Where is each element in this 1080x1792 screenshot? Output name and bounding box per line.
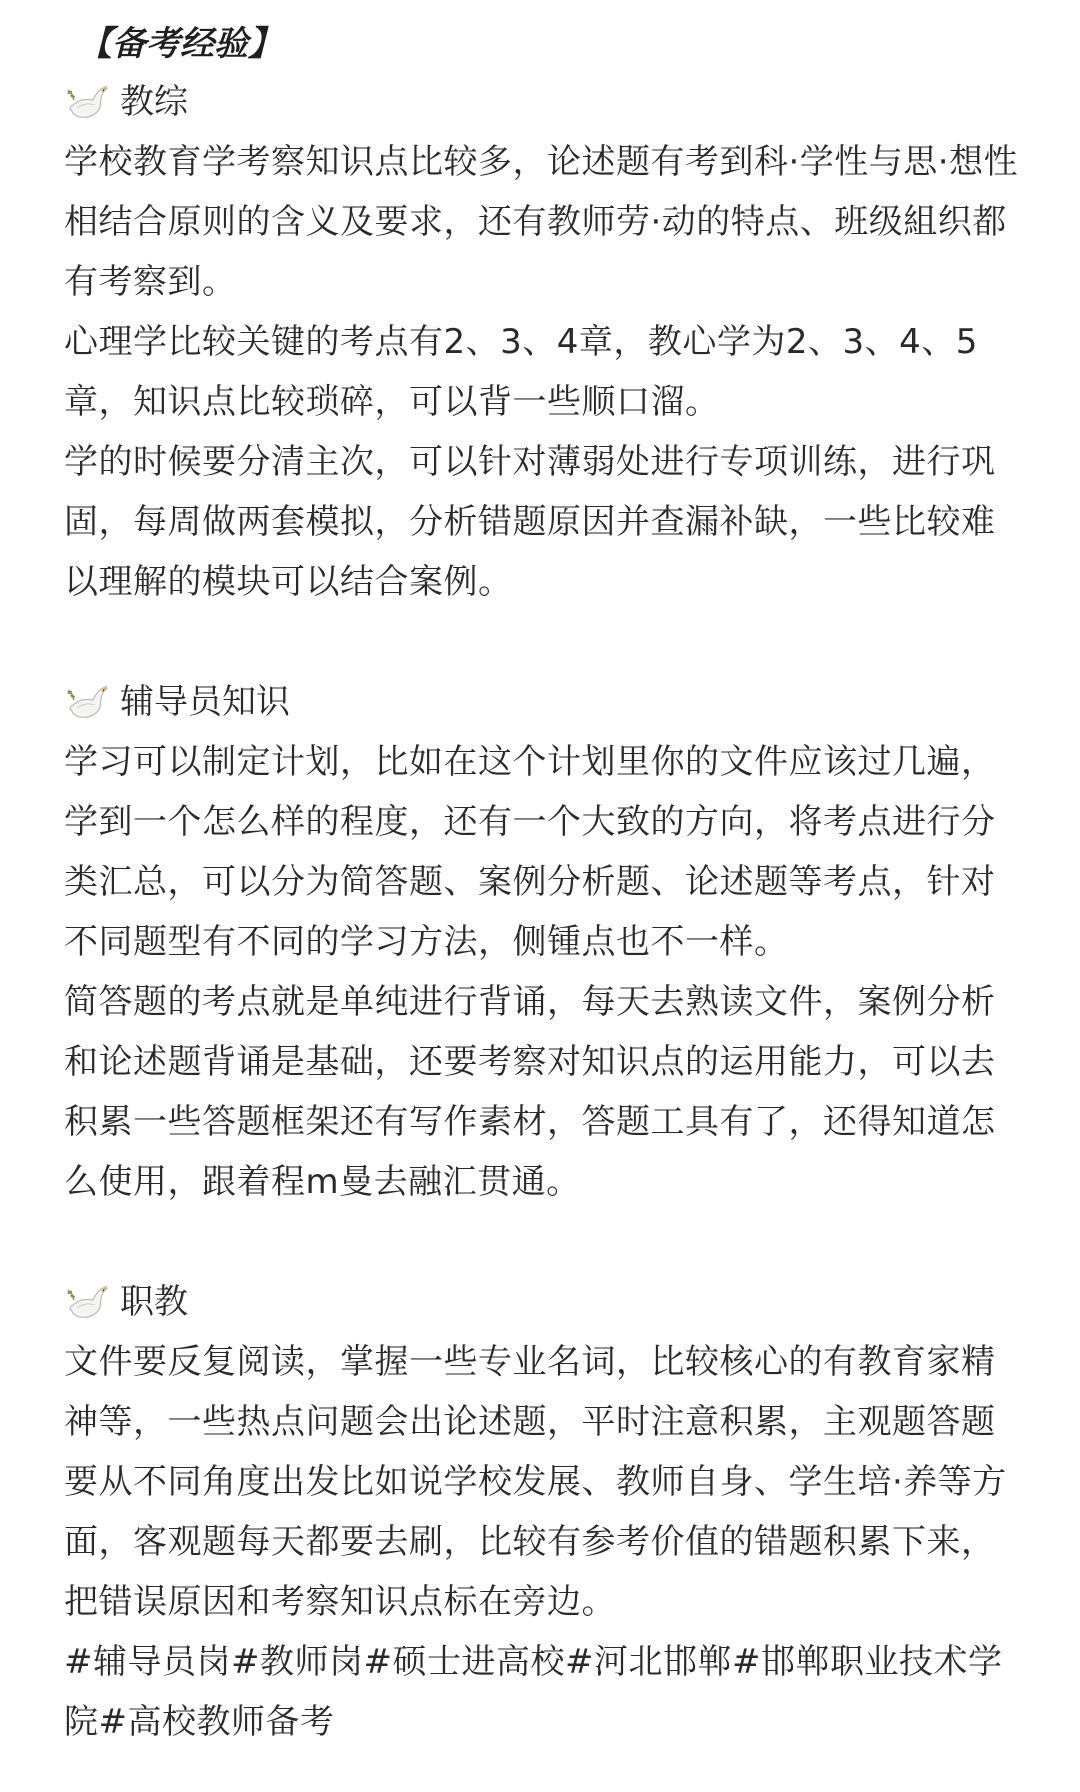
page-title: 【备考经验】 [78,24,282,64]
paragraph: 心理学比较关键的考点有2、3、4章，教心学为2、3、4、5章，知识点比较琐碎，可以背一些顺口溜。 [64,322,978,422]
dove-icon [64,79,110,125]
section-vocational [64,1272,1020,1752]
section-counselor [64,672,1020,1212]
dove-icon [64,1279,110,1325]
section-header [64,72,1020,132]
section-title: 职教 [120,1282,188,1322]
dove-icon [64,679,110,725]
section-header [64,1272,1020,1332]
paragraph: 学习可以制定计划，比如在这个计划里你的文件应该过几遍，学到一个怎么样的程度，还有一个大致的方向，将考点进行分类汇总，可以分为简答题、案例分析题、论述题等考点，针对不同题型有不同的学习方法，侧锺点也不一样。 [64,742,996,962]
section-jiaozong [64,72,1020,612]
paragraph: 简答题的考点就是单纯进行背诵，每天去熟读文件，案例分析和论述题背诵是基础，还要考察对知识点的运用能力，可以去积累一些答题框架还有写作素材，答题工具有了，还得知道怎么使用，跟着程m曼去融汇贯通。 [64,982,996,1202]
section-title: 教综 [120,82,188,122]
section-title: 辅导员知识 [120,682,290,722]
paragraph: 文件要反复阅读，掌握一些专业名词，比较核心的有教育家精神等，一些热点问题会出论述题，平时注意积累，主观题答题要从不同角度出发比如说学校发展、教师自身、学生培·养等方面，客观题每天都要去刷，比较有参考价值的错题积累下来，把错误原因和考察知识点标在旁边。 [64,1342,1007,1622]
hashtags[interactable]: #辅导员岗#教师岗#硕士进高校#河北邯郸#邯郸职业技术学院#高校教师备考 [64,1642,1003,1742]
section-header [64,672,1020,732]
paragraph: 学校教育学考察知识点比较多，论述题有考到科·学性与思·想性相结合原则的含义及要求，还有教师劳·动的特点、班级組织都有考察到。 [64,142,1019,302]
paragraph: 学的时候要分清主次，可以针对薄弱处进行专项训练，进行巩固，每周做两套模拟，分析错题原因并查漏补缺，一些比较难以理解的模块可以结合案例。 [64,442,996,602]
